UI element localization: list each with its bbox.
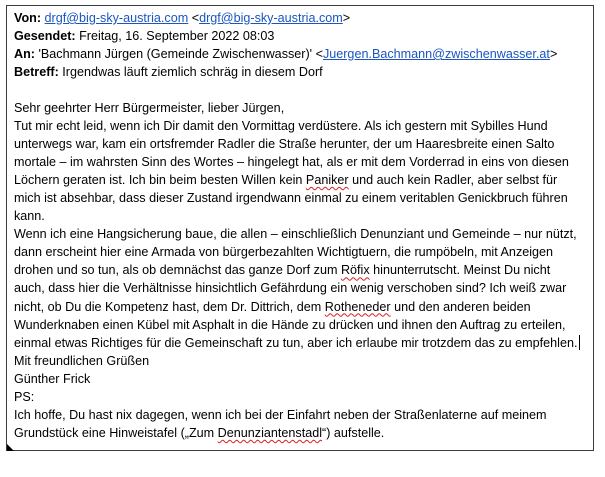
to-label: An: <box>14 47 35 61</box>
body-text-segment: einmal etwas Richtiges für die Gemeinschaft zu tun, aber ich erlaube mir trotzdem das zu empfehlen. <box>14 335 578 350</box>
from-close: > <box>342 11 351 25</box>
body-line: Günther Frick <box>14 371 91 386</box>
sent-label: Gesendet: <box>14 29 76 43</box>
body-line <box>14 261 587 279</box>
body-line: PS: <box>14 389 35 404</box>
body-line: Wenn ich eine Hangsicherung baue, die allen – einschließlich Denunziant und Gemeinde – nur nützt, <box>14 227 577 242</box>
body-line: unterwegs war, kam ein ortsfremder Radler die Straße herunter, der um Haaresbreite einen Salto <box>14 137 555 152</box>
body-text-segment: Löchern geraten ist. Ich bin beim besten Willen kein <box>14 173 306 188</box>
spellcheck-word: Denunziantenstadl <box>217 425 322 440</box>
to-close: > <box>549 47 558 61</box>
to-line <box>14 45 587 63</box>
email-message <box>6 5 594 451</box>
body-line: auch, dass hier die Verhältnisse hinsichtlich Gefährdung ein wenig verschoben sind? Ich weiß zwar <box>14 281 567 296</box>
subject-value: Irgendwas läuft ziemlich schräg in diesem Dorf <box>58 65 323 79</box>
subject-label: Betreff: <box>14 65 59 79</box>
sent-line <box>14 27 587 45</box>
corner-triangle-icon <box>7 444 14 451</box>
body-line: Mit freundlichen Grüßen <box>14 353 150 368</box>
body-text-segment: Grundstück eine Hinweistafel („Zum <box>14 425 218 440</box>
body-text-segment: und auch kein Radler, aber selbst für <box>348 173 558 188</box>
body-line: mich ist absehbar, dass dieser Zustand irgendwann einmal zu einem veritablen Genickbruch führen <box>14 191 568 206</box>
spellcheck-word: Paniker <box>305 173 349 188</box>
sent-value: Freitag, 16. September 2022 08:03 <box>75 29 275 43</box>
body-text-segment: und den anderen beiden <box>390 299 531 314</box>
body-text-segment: drohen und so tun, als ob demnächst das ganze Dorf zum <box>14 263 341 278</box>
subject-line <box>14 63 587 81</box>
text-cursor <box>579 335 580 350</box>
from-open: < <box>188 11 200 25</box>
spellcheck-word: Rotheneder <box>324 299 391 314</box>
body-line: mortale – im wahrsten Sinn des Wortes – hingelegt hat, als er mit dem Vorderrad in eins von diesen <box>14 155 569 170</box>
body-line: kann. <box>14 209 45 224</box>
body-line: dann erscheint hier eine Armada von bürgerbezahlten Wichtigtuern, die rumpöbeln, mit Anzeigen <box>14 245 554 260</box>
to-name: 'Bachmann Jürgen (Gemeinde Zwischenwasser)' < <box>34 47 323 61</box>
body-line <box>14 298 587 316</box>
body-line: Wunderknaben einen Kübel mit Asphalt in die Hände zu drücken und ihnen den Auftrag zu erteilen, <box>14 317 566 332</box>
body-text-segment: nicht, ob Du die Kompetenz hast, dem Dr. Dittrich, dem <box>14 299 325 314</box>
body-line <box>14 424 587 442</box>
body-line <box>14 171 587 189</box>
body-line: Tut mir echt leid, wenn ich Dir damit den Vormittag verdüstere. Als ich gestern mit Sybilles Hund <box>14 119 548 134</box>
email-body[interactable] <box>14 99 587 442</box>
spellcheck-word: Röfix <box>340 263 370 278</box>
body-line <box>14 334 587 352</box>
body-line: Sehr geehrter Herr Bürgermeister, lieber Jürgen, <box>14 101 285 115</box>
from-line <box>14 9 587 27</box>
from-email-link-2[interactable]: drgf@big-sky-austria.com <box>199 11 343 25</box>
from-label: Von: <box>14 11 42 25</box>
body-text-segment: “) aufstelle. <box>322 425 385 440</box>
from-email-link[interactable]: drgf@big-sky-austria.com <box>44 11 189 25</box>
to-email-link[interactable]: Juergen.Bachmann@zwischenwasser.at <box>322 47 550 61</box>
body-line: Ich hoffe, Du hast nix dagegen, wenn ich bei der Einfahrt neben der Straßenlaterne auf meinem <box>14 407 547 422</box>
body-text-segment: hinunterrutscht. Meinst Du nicht <box>369 263 551 278</box>
